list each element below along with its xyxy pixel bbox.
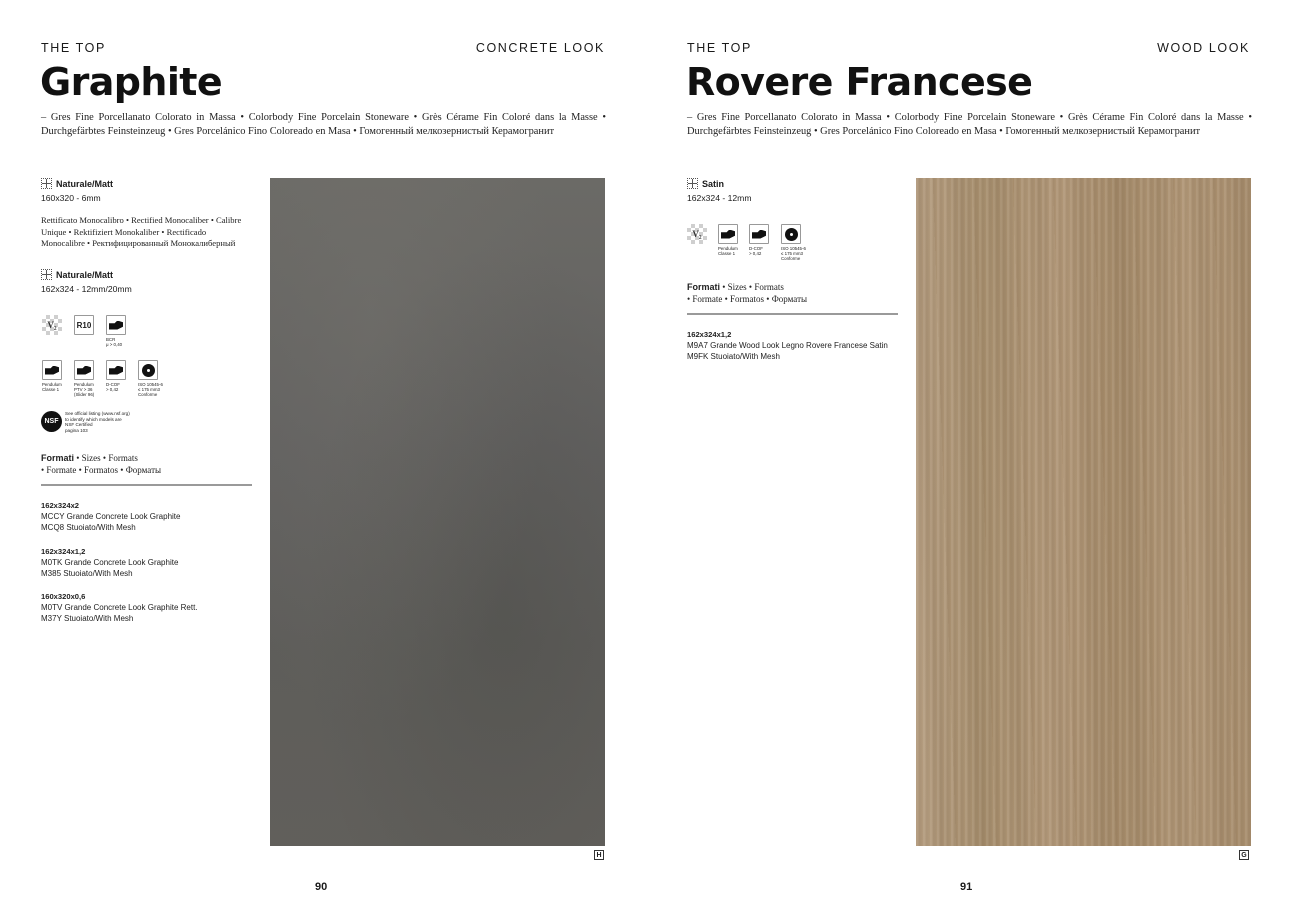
sku-block — [41, 546, 178, 579]
sku-line: M0TV Grande Concrete Look Graphite Rett. — [41, 603, 198, 612]
look-label: CONCRETE LOOK — [475, 41, 605, 55]
divider — [41, 484, 252, 486]
product-title: Graphite — [40, 60, 222, 104]
sku-block — [41, 500, 180, 533]
finish-satin — [687, 178, 724, 189]
shade-badge: H — [594, 850, 604, 860]
formats-bold: Formati — [687, 282, 721, 292]
formats-rest: • Sizes • Formats — [720, 282, 784, 292]
sku-block — [41, 591, 198, 624]
right-page — [646, 0, 1291, 920]
dcof-shoe-icon — [106, 360, 126, 380]
dcof-shoe-icon — [749, 224, 769, 244]
iso-abrasion-icon — [781, 224, 801, 244]
sku-size: 160x320x0,6 — [41, 592, 86, 601]
sku-block — [687, 329, 888, 362]
look-label: WOOD LOOK — [1157, 41, 1250, 55]
graphite-tile-image — [270, 178, 605, 846]
formats-rest: • Sizes • Formats — [74, 453, 138, 463]
nsf-logo-icon — [41, 411, 62, 432]
page-number: 90 — [315, 881, 328, 893]
dcof-caption: D-COF > 0,42 — [749, 246, 763, 256]
formats-heading — [687, 282, 807, 305]
rovere-francese-tile-image — [916, 178, 1251, 846]
series-label: THE TOP — [687, 41, 752, 55]
finish-name: Naturale/Matt — [56, 269, 114, 280]
pendulum-shoe-icon — [42, 360, 62, 380]
product-description: – Gres Fine Porcellanato Colorato in Massa • Colorbody Fine Porcelain Stoneware • Grès Cérame Fin Coloré dans la Masse • Durchgefärbtes Feinsteinzeug • Gres Porcelánico Fino Coloreado en Masa • Гомогенный мелкозернистый Керамогранит — [687, 112, 1252, 137]
left-page — [0, 0, 645, 920]
iso-caption: ISO 10545-6 ≤ 175 mm3 Conforme — [781, 246, 806, 261]
finish-icon — [687, 178, 698, 189]
dcof-caption: D-COF > 0,42 — [106, 382, 120, 392]
pendulum-caption: Pendulum Classe 1 — [718, 246, 738, 256]
bcr-caption: BCR μ > 0,40 — [106, 337, 123, 347]
finish-size: 160x320 - 6mm — [41, 193, 101, 203]
sku-line: M385 Stuoiato/With Mesh — [41, 569, 133, 578]
r10-slip-icon — [74, 315, 94, 335]
nsf-logo-text: NSF — [44, 418, 59, 425]
v2-variation-icon: V₂ — [42, 315, 62, 335]
sku-size: 162x324x2 — [41, 501, 80, 510]
formats-bold: Formati — [41, 453, 75, 463]
v2-variation-icon: V₂ — [687, 224, 707, 244]
formats-line2: • Formate • Formatos • Форматы — [41, 464, 162, 475]
shade-badge: G — [1239, 850, 1249, 860]
page-number: 91 — [960, 881, 973, 893]
sku-size: 162x324x1,2 — [41, 547, 86, 556]
finish-icon — [41, 269, 52, 280]
sku-line: M37Y Stuoiato/With Mesh — [41, 614, 134, 623]
finish-name: Naturale/Matt — [56, 178, 114, 189]
nsf-note: See official listing (www.nsf.org) to identify which models are NSF Certified pagina 103 — [65, 411, 130, 433]
pendulum-shoe-icon — [718, 224, 738, 244]
r10-label: R10 — [76, 320, 92, 330]
finish-naturale-6mm — [41, 178, 113, 189]
finish-naturale-12mm — [41, 269, 113, 280]
sku-line: MCCY Grande Concrete Look Graphite — [41, 512, 181, 521]
sku-size: 162x324x1,2 — [687, 330, 732, 339]
sku-line: MCQ8 Stuoiato/With Mesh — [41, 523, 136, 532]
pendulum-caption: Pendulum Classe 1 — [42, 382, 62, 392]
rectified-note: Rettificato Monocalibro • Rectified Monocaliber • Calibre Unique • Rektifiziert Monokaliber • Rectificado Monocalibre • Ректифицированный Монокалиберный — [41, 215, 242, 248]
iso-abrasion-icon — [138, 360, 158, 380]
pendulum-ptv-caption: Pendulum PTV > 36 (Slider 96) — [74, 382, 95, 397]
sku-line: M0TK Grande Concrete Look Graphite — [41, 558, 179, 567]
iso-caption: ISO 10545-6 ≤ 175 mm3 Conforme — [138, 382, 163, 397]
series-label: THE TOP — [41, 41, 106, 55]
finish-name: Satin — [702, 178, 725, 189]
sku-line: M9FK Stuoiato/With Mesh — [687, 352, 780, 361]
product-description: – Gres Fine Porcellanato Colorato in Massa • Colorbody Fine Porcelain Stoneware • Grès Cérame Fin Coloré dans la Masse • Durchgefärbtes Feinsteinzeug • Gres Porcelánico Fino Coloreado en Masa • Гомогенный мелкозернистый Керамогранит — [41, 112, 606, 137]
finish-icon — [41, 178, 52, 189]
formats-line2: • Formate • Formatos • Форматы — [687, 293, 808, 304]
finish-size: 162x324 - 12mm — [687, 193, 752, 203]
finish-size: 162x324 - 12mm/20mm — [41, 284, 132, 294]
sku-line: M9A7 Grande Wood Look Legno Rovere Francese Satin — [687, 341, 888, 350]
formats-heading — [41, 453, 161, 476]
product-title: Rovere Francese — [686, 60, 1033, 104]
pendulum-ptv-shoe-icon — [74, 360, 94, 380]
divider — [687, 313, 898, 315]
bcr-shoe-icon — [106, 315, 126, 335]
